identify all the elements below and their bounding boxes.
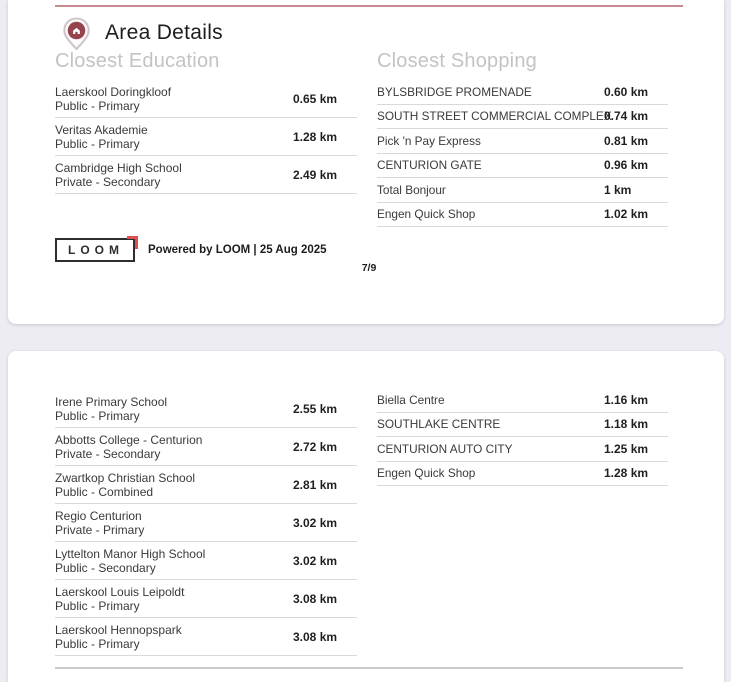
distance-value: 2.72 km xyxy=(293,439,338,454)
page-number: 7/9 xyxy=(361,262,377,274)
school-name: Regio Centurion xyxy=(55,508,142,523)
education-list-item xyxy=(55,156,357,194)
school-name: Laerskool Louis Leipoldt xyxy=(55,584,185,599)
pdf-page-bottom xyxy=(8,351,724,682)
distance-value: 3.02 km xyxy=(293,553,338,568)
shopping-list-item xyxy=(377,105,668,130)
loom-logo-text: LOOM xyxy=(68,243,124,257)
education-list-item xyxy=(55,466,357,504)
education-list-item xyxy=(55,428,357,466)
education-heading: Closest Education xyxy=(55,50,220,72)
distance-value: 0.65 km xyxy=(293,91,338,106)
store-name: Pick 'n Pay Express xyxy=(377,133,481,148)
shopping-list-item xyxy=(377,388,668,413)
school-name: Veritas Akademie xyxy=(55,122,148,137)
school-name: Laerskool Doringkloof xyxy=(55,84,172,99)
education-list-item xyxy=(55,618,357,656)
school-name: Laerskool Hennopspark xyxy=(55,622,182,637)
page-title: Area Details xyxy=(105,21,223,44)
school-name: Lyttelton Manor High School xyxy=(55,546,206,561)
distance-value: 1.25 km xyxy=(604,441,649,456)
loom-logo xyxy=(55,238,135,262)
school-name: Zwartkop Christian School xyxy=(55,470,196,485)
shopping-list-item xyxy=(377,178,668,203)
shopping-list-item xyxy=(377,129,668,154)
education-section xyxy=(55,50,357,194)
page-bottom-divider xyxy=(55,667,683,669)
powered-by-text: Powered by LOOM | 25 Aug 2025 xyxy=(148,244,327,256)
distance-value: 0.60 km xyxy=(604,84,649,99)
school-type: Private - Secondary xyxy=(55,174,161,189)
store-name: CENTURION GATE xyxy=(377,158,482,173)
shopping-section-continued xyxy=(377,388,668,486)
distance-value: 0.74 km xyxy=(604,109,649,124)
school-type: Public - Secondary xyxy=(55,560,156,575)
distance-value: 1.16 km xyxy=(604,392,649,407)
school-type: Private - Secondary xyxy=(55,446,161,461)
education-list-item xyxy=(55,504,357,542)
distance-value: 3.02 km xyxy=(293,515,338,530)
distance-value: 1.28 km xyxy=(293,129,338,144)
distance-value: 0.81 km xyxy=(604,133,649,148)
distance-value: 2.49 km xyxy=(293,167,338,182)
school-type: Public - Primary xyxy=(55,636,140,651)
distance-value: 3.08 km xyxy=(293,629,338,644)
shopping-list-item xyxy=(377,437,668,462)
page-top-accent-line xyxy=(55,5,683,7)
school-type: Public - Primary xyxy=(55,136,140,151)
store-name: CENTURION AUTO CITY xyxy=(377,441,513,456)
store-name: Biella Centre xyxy=(377,392,445,407)
store-name: Total Bonjour xyxy=(377,182,446,197)
distance-value: 2.81 km xyxy=(293,477,338,492)
education-list-item xyxy=(55,80,357,118)
education-list-item xyxy=(55,580,357,618)
shopping-section xyxy=(377,50,668,227)
loom-logo-corner-accent xyxy=(127,236,138,249)
store-name: BYLSBRIDGE PROMENADE xyxy=(377,84,532,99)
shopping-heading: Closest Shopping xyxy=(377,50,537,72)
distance-value: 3.08 km xyxy=(293,591,338,606)
distance-value: 1 km xyxy=(604,182,632,197)
shopping-list-item xyxy=(377,203,668,228)
school-type: Public - Primary xyxy=(55,408,140,423)
shopping-list-item xyxy=(377,154,668,179)
school-type: Public - Primary xyxy=(55,98,140,113)
page-footer xyxy=(55,238,327,262)
school-name: Abbotts College - Centurion xyxy=(55,432,203,447)
education-list-item xyxy=(55,542,357,580)
education-list-item xyxy=(55,390,357,428)
shopping-list-item xyxy=(377,413,668,438)
location-pin-icon xyxy=(61,17,92,51)
distance-value: 0.96 km xyxy=(604,158,649,173)
school-name: Cambridge High School xyxy=(55,160,182,175)
education-list-item xyxy=(55,118,357,156)
shopping-list-item xyxy=(377,462,668,487)
store-name: SOUTHLAKE CENTRE xyxy=(377,417,501,432)
distance-value: 2.55 km xyxy=(293,401,338,416)
distance-value: 1.28 km xyxy=(604,466,649,481)
distance-value: 1.02 km xyxy=(604,207,649,222)
store-name: SOUTH STREET COMMERCIAL COMPLEX xyxy=(377,109,612,124)
school-type: Public - Combined xyxy=(55,484,154,499)
school-type: Public - Primary xyxy=(55,598,140,613)
store-name: Engen Quick Shop xyxy=(377,466,476,481)
pdf-page-top xyxy=(8,0,724,324)
store-name: Engen Quick Shop xyxy=(377,207,476,222)
shopping-list-item xyxy=(377,80,668,105)
distance-value: 1.18 km xyxy=(604,417,649,432)
education-section-continued xyxy=(55,390,357,656)
school-type: Private - Primary xyxy=(55,522,145,537)
school-name: Irene Primary School xyxy=(55,394,168,409)
